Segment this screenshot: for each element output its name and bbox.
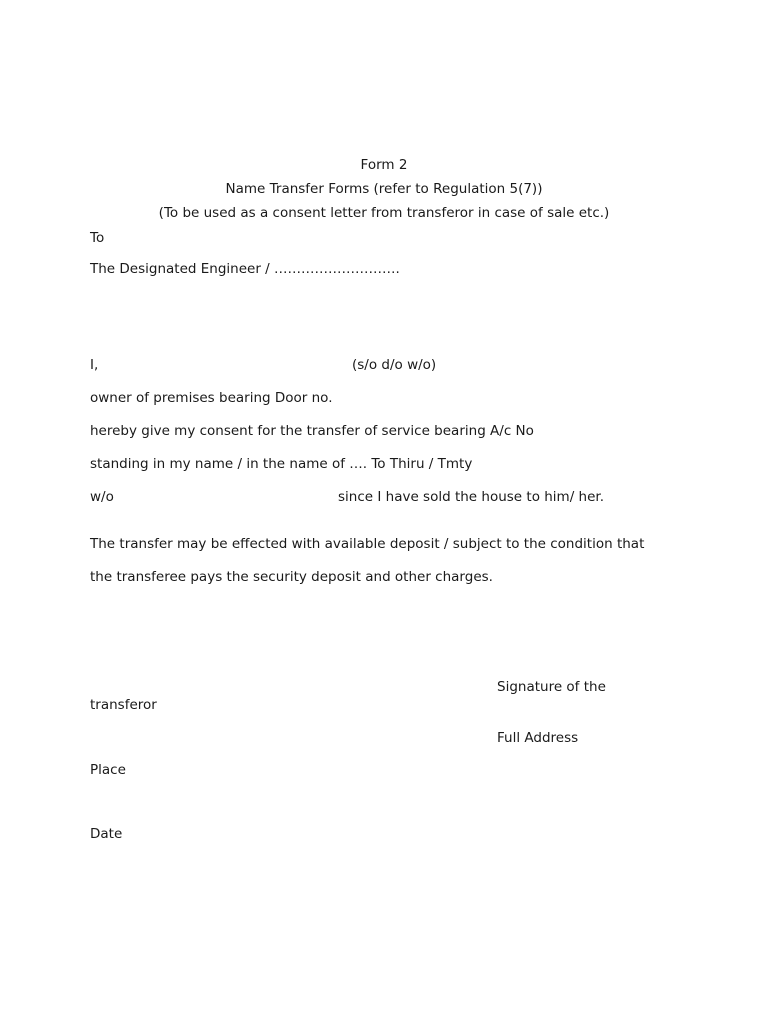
recipient-line: The Designated Engineer / ………………………. (90, 261, 400, 277)
deposit-condition-line1: The transfer may be effected with available deposit / subject to the condition that (90, 536, 645, 552)
signature-label-continued: transferor (90, 697, 157, 713)
consent-line: hereby give my consent for the transfer of service bearing A/c No (90, 423, 534, 439)
place-label: Place (90, 762, 126, 778)
form-title: Form 2 (360, 157, 408, 173)
wife-of-label: w/o (90, 489, 114, 505)
form-subtitle: Name Transfer Forms (refer to Regulation 5(7)) (225, 181, 543, 197)
deposit-condition-line2: the transferee pays the security deposit and other charges. (90, 569, 493, 585)
relation-text: (s/o d/o w/o) (352, 357, 437, 373)
sale-statement: since I have sold the house to him/ her. (338, 489, 605, 505)
door-number-line: owner of premises bearing Door no. (90, 390, 333, 406)
declarant-start: I, (90, 357, 99, 373)
full-address-label: Full Address (497, 730, 579, 746)
date-label: Date (90, 826, 123, 842)
signature-label: Signature of the (497, 679, 606, 695)
to-label: To (90, 230, 105, 246)
transferee-line: standing in my name / in the name of …. To Thiru / Tmty (90, 456, 473, 472)
form-note: (To be used as a consent letter from transferor in case of sale etc.) (158, 205, 610, 221)
